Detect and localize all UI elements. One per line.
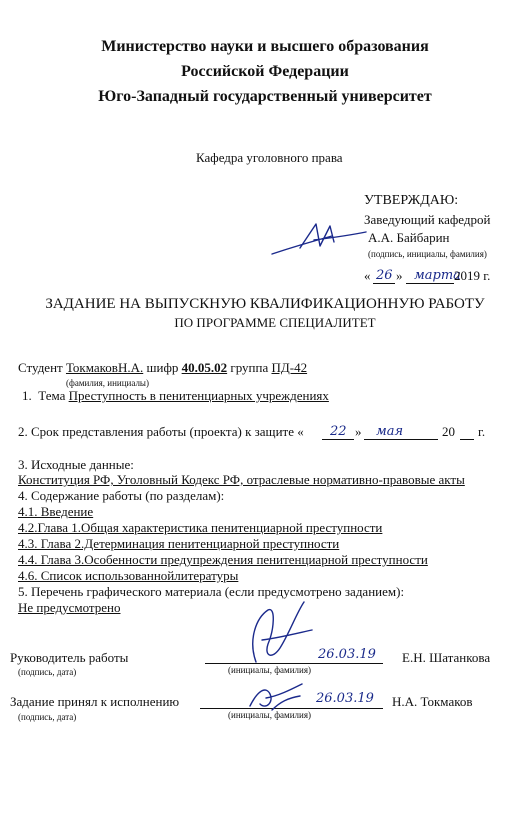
approval-date-mid: » xyxy=(396,268,403,283)
item-1-value: Преступность в пенитенциарных учреждениях xyxy=(68,388,329,403)
approval-day: 26 xyxy=(376,268,393,283)
item-3-value: Конституция РФ, Уголовный Кодекс РФ, отраслевые нормативно-правовые акты xyxy=(18,472,465,487)
item-5-value: Не предусмотрено xyxy=(18,600,121,615)
acceptance-name: Н.А. Токмаков xyxy=(392,694,473,709)
section-item: 4.2.Глава 1.Общая характеристика пенитенциарной преступности xyxy=(18,520,383,535)
supervisor-name: Е.Н. Шатанкова xyxy=(402,650,491,665)
item-5-label: 5. Перечень графического материала (если предусмотрено заданием): xyxy=(18,584,405,599)
item-2-day: 22 xyxy=(330,424,347,439)
item-3-label: 3. Исходные данные: xyxy=(18,457,134,472)
item-1-number: 1. xyxy=(22,388,32,403)
student-name: ТокмаковН.А. xyxy=(65,360,144,375)
acceptance-date: 26.03.19 xyxy=(316,691,374,706)
item-1-label: Тема xyxy=(38,388,66,403)
item-1-topic xyxy=(22,388,329,404)
item-2-mid: » xyxy=(355,424,362,439)
group-label: группа xyxy=(230,360,269,375)
approval-name: А.А. Байбарин xyxy=(368,230,450,245)
approval-date-open: « xyxy=(364,268,371,283)
section-item: 4.1. Введение xyxy=(18,504,94,519)
department-name: Кафедра уголовного права xyxy=(196,150,343,165)
item-4-label: 4. Содержание работы (по разделам): xyxy=(18,488,225,503)
approval-month: марта xyxy=(414,268,461,283)
supervisor-caption-left: (подпись, дата) xyxy=(18,667,77,677)
ministry-line-1: Министерство науки и высшего образования xyxy=(101,38,429,55)
ministry-line-2: Российской Федерации xyxy=(181,63,349,80)
student-cipher: 40.05.02 xyxy=(181,360,228,375)
acceptance-caption-left: (подпись, дата) xyxy=(18,712,77,722)
approval-caption: (подпись, инициалы, фамилия) xyxy=(368,249,487,259)
student-line xyxy=(18,360,307,376)
section-item: 4.3. Глава 2.Детерминация пенитенциарной преступности xyxy=(18,536,340,551)
task-title-line-2: ПО ПРОГРАММЕ СПЕЦИАЛИТЕТ xyxy=(174,315,376,330)
supervisor-date: 26.03.19 xyxy=(318,647,376,662)
item-2-year: 20 xyxy=(442,424,455,439)
student-label: Студент xyxy=(18,360,63,375)
supervisor-caption-mid: (инициалы, фамилия) xyxy=(228,665,311,675)
head-signature xyxy=(270,218,370,258)
section-item: 4.4. Глава 3.Особенности предупреждения пенитенциарной преступности xyxy=(18,552,428,567)
student-group: ПД-42 xyxy=(271,360,308,375)
student-caption: (фамилия, инициалы) xyxy=(66,378,149,388)
university-name: Юго-Западный государственный университет xyxy=(98,88,432,105)
supervisor-label: Руководитель работы xyxy=(10,650,129,665)
approval-position: Заведующий кафедрой xyxy=(364,212,491,227)
task-title-line-1: ЗАДАНИЕ НА ВЫПУСКНУЮ КВАЛИФИКАЦИОННУЮ РАБОТУ xyxy=(45,296,485,312)
acceptance-signature xyxy=(246,680,306,714)
supervisor-signature xyxy=(238,600,318,666)
item-2-suffix: г. xyxy=(478,424,486,439)
approval-year: 2019 г. xyxy=(454,268,491,283)
approval-title: УТВЕРЖДАЮ: xyxy=(364,193,459,208)
item-2-deadline: 2. Срок представления работы (проекта) к защите « xyxy=(18,424,304,439)
section-item: 4.6. Список использованнойлитературы xyxy=(18,568,239,583)
acceptance-label: Задание принял к исполнению xyxy=(10,694,180,709)
item-2-month: мая xyxy=(376,424,404,439)
acceptance-caption-mid: (инициалы, фамилия) xyxy=(228,710,311,720)
cipher-label: шифр xyxy=(146,360,179,375)
